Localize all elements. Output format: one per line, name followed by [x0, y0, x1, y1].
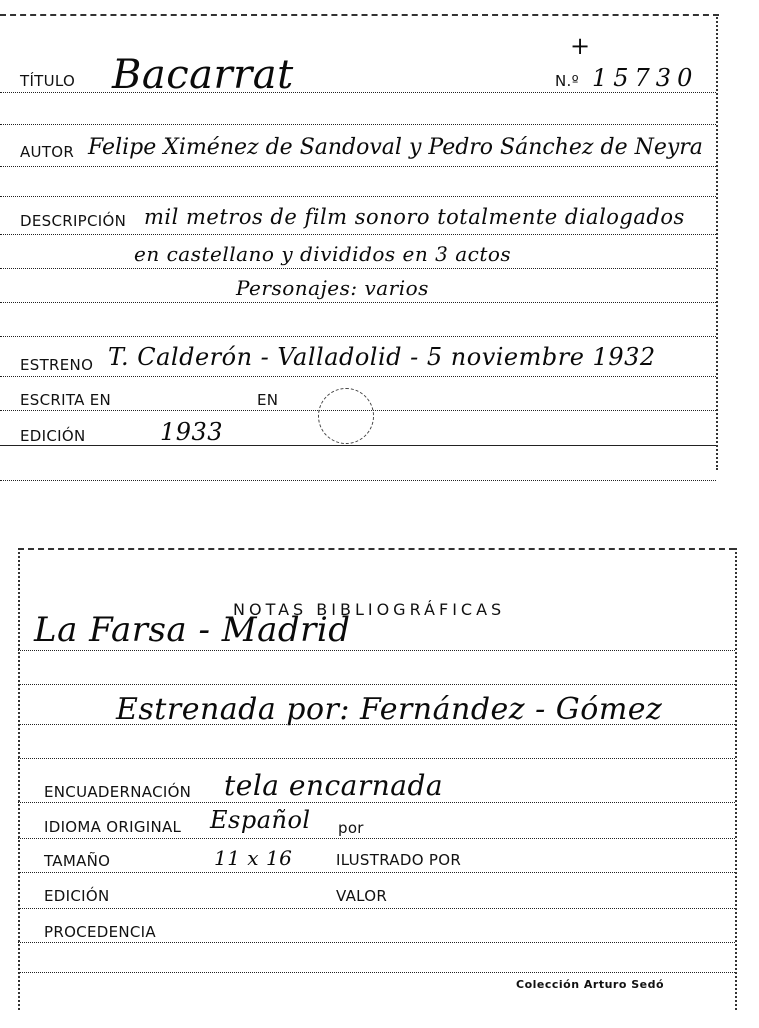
escrita-label: ESCRITA EN: [20, 391, 112, 409]
edicion-rule: [18, 908, 735, 909]
idioma-value: Español: [210, 806, 311, 834]
descripcion-line-1: mil metros de film sonoro totalmente dialogados: [144, 205, 685, 229]
encuadernacion-rule: [18, 802, 735, 803]
nota-rule-4: [18, 758, 735, 759]
encuadernacion-label: ENCUADERNACIÓN: [44, 783, 192, 801]
idioma-label: IDIOMA ORIGINAL: [44, 818, 182, 836]
titulo-value: Bacarrat: [112, 52, 294, 98]
procedencia-label: PROCEDENCIA: [44, 923, 156, 941]
notas-title: NOTAS BIBLIOGRÁFICAS: [233, 600, 506, 619]
edicion-label: EDICIÓN: [44, 887, 110, 905]
tamano-label: TAMAÑO: [44, 852, 111, 870]
card-right-edge: [716, 14, 718, 470]
estreno-value: T. Calderón - Valladolid - 5 noviembre 1932: [108, 343, 656, 371]
tamano-value: 11 x 16: [214, 846, 293, 870]
catalog-card-front: [0, 0, 759, 490]
escrita-en-label: EN: [257, 391, 279, 409]
descripcion-line-2: en castellano y divididos en 3 actos: [134, 242, 512, 266]
valor-label: VALOR: [336, 887, 388, 905]
encuadernacion-value: tela encarnada: [224, 769, 444, 802]
rule-4: [0, 196, 716, 197]
nota-rule-1: [18, 650, 735, 651]
nota-rule-3: [18, 724, 735, 725]
nota-rule-2: [18, 684, 735, 685]
rule-2: [0, 124, 716, 125]
descripcion-line-3: Personajes: varios: [236, 276, 429, 300]
autor-value: Felipe Ximénez de Sandoval y Pedro Sánchez de Neyra: [88, 135, 703, 160]
por-label: por: [338, 819, 364, 837]
idioma-rule: [18, 838, 735, 839]
autor-rule: [0, 166, 716, 167]
numero-mark: +: [570, 32, 591, 60]
edicion-value: 1933: [160, 418, 224, 446]
card-left-edge: [18, 548, 20, 1010]
edicion-label: EDICIÓN: [20, 427, 86, 445]
bottom-rule: [18, 972, 735, 973]
catalog-card-back: [0, 540, 759, 1010]
numero-label: N.º: [555, 72, 579, 90]
descripcion-rule-1: [0, 234, 716, 235]
ilustrado-label: ILUSTRADO POR: [336, 851, 462, 869]
autor-label: AUTOR: [20, 143, 75, 161]
card-right-edge: [735, 548, 737, 1010]
titulo-label: TÍTULO: [20, 72, 76, 90]
nota-line-1: La Farsa - Madrid: [34, 610, 351, 650]
edicion-rule: [0, 445, 716, 446]
numero-value: 15730: [592, 64, 699, 92]
estreno-rule: [0, 376, 716, 377]
descripcion-label: DESCRIPCIÓN: [20, 212, 127, 230]
coleccion-footer: Colección Arturo Sedó: [516, 978, 665, 991]
nota-line-2: Estrenada por: Fernández - Gómez: [116, 692, 663, 727]
punch-hole: [318, 388, 374, 444]
card-top-edge: [0, 14, 719, 16]
tamano-rule: [18, 872, 735, 873]
descripcion-rule-3: [0, 302, 716, 303]
rule-8: [0, 336, 716, 337]
card-bottom-edge: [0, 480, 716, 481]
estreno-label: ESTRENO: [20, 356, 94, 374]
card-top-edge: [18, 548, 735, 550]
procedencia-rule: [18, 942, 735, 943]
descripcion-rule-2: [0, 268, 716, 269]
titulo-rule: [0, 92, 716, 93]
